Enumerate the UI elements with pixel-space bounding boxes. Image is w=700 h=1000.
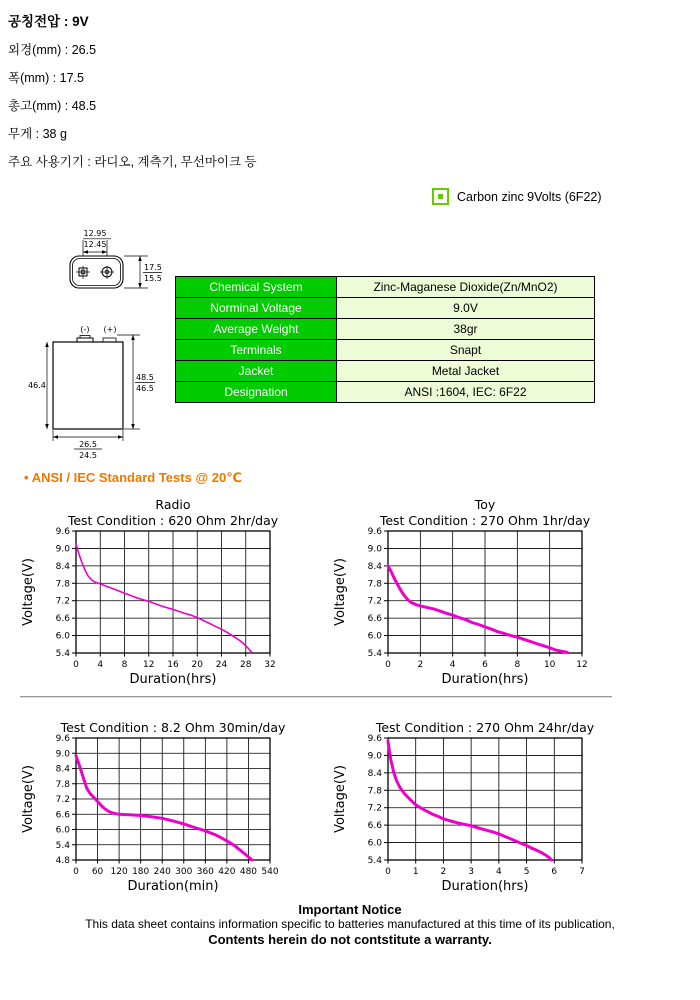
spec-row-label: Average Weight <box>176 319 337 340</box>
y-tick-label: 9.0 <box>55 749 70 760</box>
important-notice <box>0 902 700 947</box>
dim-top-width-inner: 12.45 <box>83 240 107 249</box>
spec-row-value: Snapt <box>337 340 595 361</box>
x-tick-label: 8 <box>121 660 128 670</box>
x-tick-label: 6 <box>551 867 558 877</box>
spec-line-width: 폭(mm) : 17.5 <box>8 71 84 85</box>
y-tick-label: 7.8 <box>367 786 382 797</box>
x-tick-label: 12 <box>576 660 588 670</box>
y-tick-label: 6.0 <box>367 838 382 849</box>
spec-row-value: Zinc-Maganese Dioxide(Zn/MnO2) <box>337 277 595 298</box>
dim-side-body-height: 46.4 <box>28 381 46 390</box>
x-tick-label: 6 <box>482 660 488 670</box>
x-tick-label: 120 <box>110 867 128 877</box>
x-tick-label: 4 <box>495 867 502 877</box>
spec-line-weight: 무게 : 38 g <box>8 127 67 141</box>
y-tick-label: 9.0 <box>55 544 70 555</box>
chart-radio-discharge <box>18 495 340 697</box>
y-tick-label: 8.4 <box>367 768 382 779</box>
table-row <box>176 298 595 319</box>
chart-svg <box>18 495 340 697</box>
y-tick-label: 5.4 <box>367 856 382 866</box>
x-tick-label: 1 <box>412 867 419 877</box>
x-tick-label: 0 <box>73 867 79 877</box>
y-tick-label: 5.4 <box>367 649 382 659</box>
x-tick-label: 0 <box>73 660 79 670</box>
x-tick-label: 32 <box>264 660 276 670</box>
y-tick-label: 7.2 <box>367 803 382 814</box>
x-tick-label: 60 <box>91 867 104 877</box>
x-tick-label: 2 <box>440 867 447 877</box>
y-tick-label: 6.6 <box>55 614 70 625</box>
table-row <box>176 382 595 403</box>
spec-row-value: ANSI :1604, IEC: 6F22 <box>337 382 595 403</box>
table-row <box>176 277 595 298</box>
section-divider <box>20 696 612 698</box>
spec-text-block <box>8 8 257 176</box>
battery-top-view-diagram <box>48 226 176 320</box>
x-tick-label: 240 <box>153 867 171 877</box>
spec-line-applications: 주요 사용기기 : 라디오, 계측기, 무선마이크 등 <box>8 155 257 169</box>
legend <box>432 188 602 205</box>
x-tick-label: 8 <box>514 660 521 670</box>
y-tick-label: 6.0 <box>55 631 70 642</box>
y-axis-label: Voltage(V) <box>333 765 348 833</box>
section-heading <box>24 470 242 486</box>
x-tick-label: 480 <box>239 867 258 877</box>
spec-line-height: 총고(mm) : 48.5 <box>8 99 97 113</box>
y-tick-label: 9.6 <box>367 527 382 537</box>
y-tick-label: 8.4 <box>367 561 382 572</box>
chart-subtitle: Test Condition : 270 Ohm 1hr/day <box>379 513 591 528</box>
spec-row-label: Designation <box>176 382 337 403</box>
y-tick-label: 7.2 <box>367 596 382 607</box>
chart-subtitle: Test Condition : 270 Ohm 24hr/day <box>375 720 595 735</box>
chart-svg <box>330 702 652 904</box>
x-axis-label: Duration(hrs) <box>129 672 217 687</box>
spec-nominal-voltage: 공칭전압 : 9V <box>8 14 89 29</box>
y-tick-label: 8.4 <box>55 764 70 775</box>
spec-table <box>175 276 595 403</box>
x-tick-label: 0 <box>385 867 391 877</box>
chart-270ohm-24hr-discharge <box>330 702 652 904</box>
battery-side-view-diagram <box>28 322 178 460</box>
spec-row-label: Chemical System <box>176 277 337 298</box>
y-tick-label: 9.0 <box>367 544 382 555</box>
y-tick-label: 9.0 <box>367 751 382 762</box>
y-tick-label: 7.2 <box>55 596 70 607</box>
x-tick-label: 540 <box>261 867 279 877</box>
y-tick-label: 6.0 <box>55 825 70 836</box>
chart-svg <box>18 702 340 904</box>
x-tick-label: 28 <box>240 660 252 670</box>
chart-title: Toy <box>474 497 496 512</box>
dim-top-height-inner: 15.5 <box>144 274 162 283</box>
y-tick-label: 5.4 <box>55 840 70 851</box>
x-axis-label: Duration(hrs) <box>441 672 529 687</box>
spec-line-diameter: 외경(mm) : 26.5 <box>8 43 97 57</box>
y-tick-label: 7.8 <box>367 579 382 590</box>
y-tick-label: 7.8 <box>55 779 70 790</box>
dim-top-width-outer: 12.95 <box>83 229 107 238</box>
legend-label: Carbon zinc 9Volts (6F22) <box>457 189 602 204</box>
chart-8ohm-discharge <box>18 702 340 904</box>
dim-side-total-height-inner: 46.5 <box>136 384 154 393</box>
x-axis-label: Duration(hrs) <box>441 879 529 894</box>
chart-subtitle: Test Condition : 620 Ohm 2hr/day <box>67 513 279 528</box>
terminal-positive-label: (+) <box>103 325 117 334</box>
spec-row-value: Metal Jacket <box>337 361 595 382</box>
x-tick-label: 0 <box>385 660 391 670</box>
dim-top-height-outer: 17.5 <box>144 263 162 272</box>
notice-line-2: Contents herein do not contstitute a warranty. <box>208 932 492 947</box>
x-tick-label: 5 <box>523 867 530 877</box>
x-tick-label: 10 <box>543 660 556 670</box>
table-row <box>176 361 595 382</box>
y-tick-label: 7.8 <box>55 579 70 590</box>
notice-line-1: This data sheet contains information specific to batteries manufactured at this time of its publication, <box>85 917 615 931</box>
y-tick-label: 7.2 <box>55 795 70 805</box>
chart-toy-discharge <box>330 495 652 697</box>
spec-row-label: Terminals <box>176 340 337 361</box>
chart-title: Radio <box>155 497 191 512</box>
spec-row-value: 38gr <box>337 319 595 340</box>
y-tick-label: 8.4 <box>55 561 70 572</box>
y-tick-label: 6.6 <box>55 810 70 821</box>
x-tick-label: 3 <box>468 867 475 877</box>
x-tick-label: 24 <box>215 660 228 670</box>
spec-row-label: Jacket <box>176 361 337 382</box>
x-tick-label: 16 <box>167 660 179 670</box>
x-tick-label: 420 <box>218 867 236 877</box>
y-axis-label: Voltage(V) <box>21 765 36 833</box>
x-tick-label: 12 <box>143 660 155 670</box>
y-tick-label: 9.6 <box>367 734 382 744</box>
table-row <box>176 340 595 361</box>
x-tick-label: 7 <box>579 867 585 877</box>
y-tick-label: 5.4 <box>55 649 70 659</box>
y-tick-label: 4.8 <box>55 856 70 866</box>
table-row <box>176 319 595 340</box>
x-tick-label: 2 <box>417 660 424 670</box>
dim-side-width-inner: 24.5 <box>79 451 97 460</box>
spec-row-value: 9.0V <box>337 298 595 319</box>
dim-side-total-height-outer: 48.5 <box>136 373 154 382</box>
x-tick-label: 4 <box>449 660 456 670</box>
section-heading-text: ANSI / IEC Standard Tests @ 20℃ <box>31 470 242 485</box>
chart-svg <box>330 495 652 697</box>
x-axis-label: Duration(min) <box>127 879 219 894</box>
y-tick-label: 6.6 <box>367 821 382 832</box>
y-axis-label: Voltage(V) <box>333 558 348 626</box>
y-axis-label: Voltage(V) <box>21 558 36 626</box>
x-tick-label: 180 <box>132 867 150 877</box>
dim-side-width-outer: 26.5 <box>79 440 97 449</box>
spec-row-label: Norminal Voltage <box>176 298 337 319</box>
x-tick-label: 4 <box>97 660 104 670</box>
x-tick-label: 20 <box>191 660 203 670</box>
terminal-negative-label: (-) <box>80 325 90 334</box>
y-tick-label: 9.6 <box>55 527 70 537</box>
y-tick-label: 6.0 <box>367 631 382 642</box>
x-tick-label: 360 <box>196 867 214 877</box>
x-tick-label: 300 <box>175 867 193 877</box>
battery-type-icon <box>432 188 449 205</box>
y-tick-label: 9.6 <box>55 734 70 744</box>
bullet-icon: • <box>24 470 29 485</box>
chart-subtitle: Test Condition : 8.2 Ohm 30min/day <box>60 720 286 735</box>
notice-title: Important Notice <box>298 902 402 917</box>
y-tick-label: 6.6 <box>367 614 382 625</box>
